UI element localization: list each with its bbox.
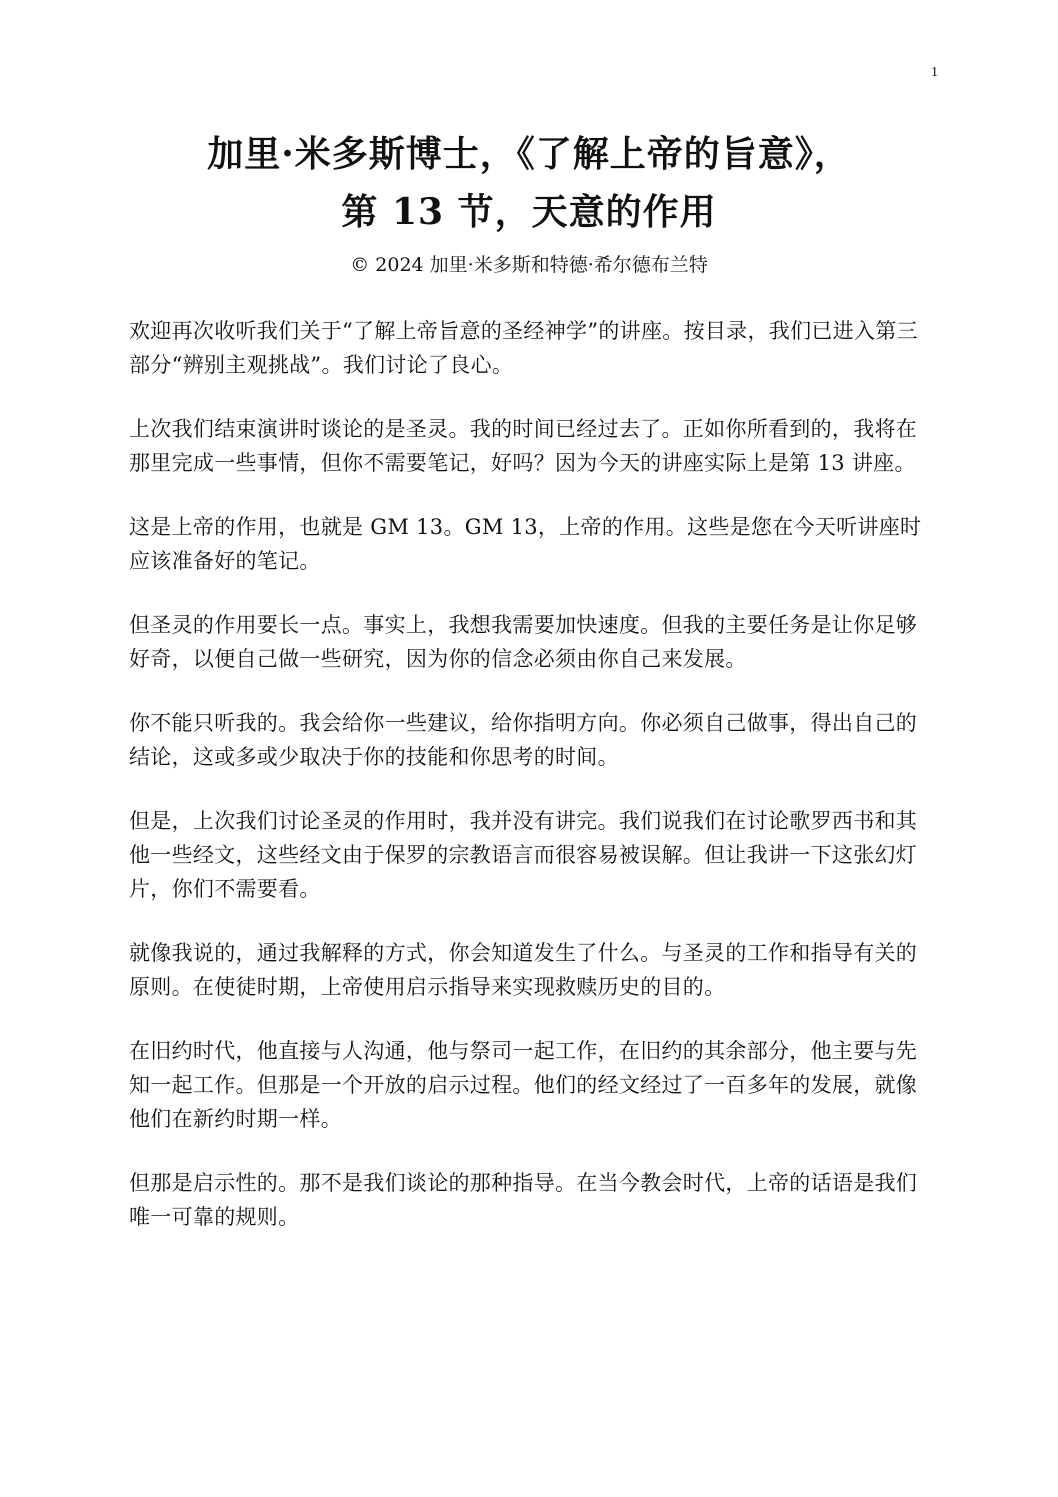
document-title-line-2: 第 13 节，天意的作用 xyxy=(341,191,717,233)
paragraph: 但那是启示性的。那不是我们谈论的那种指导。在当今教会时代，上帝的话语是我们唯一可靠的规则。 xyxy=(129,1171,918,1229)
paragraph: 在旧约时代，他直接与人沟通，他与祭司一起工作，在旧约的其余部分，他主要与先知一起工作。但那是一个开放的启示过程。他们的经文经过了一百多年的发展，就像他们在新约时期一样。 xyxy=(129,1039,918,1131)
paragraph: 就像我说的，通过我解释的方式，你会知道发生了什么。与圣灵的工作和指导有关的原则。在使徒时期，上帝使用启示指导来实现救赎历史的目的。 xyxy=(129,941,918,999)
paragraph: 上次我们结束演讲时谈论的是圣灵。我的时间已经过去了。正如你所看到的，我将在那里完成一些事情，但你不需要笔记，好吗？因为今天的讲座实际上是第 13 讲座。 xyxy=(129,417,918,475)
document-title-line-1: 加里·米多斯博士，《了解上帝的旨意》， xyxy=(207,133,851,175)
document-body xyxy=(129,314,929,1264)
paragraph: 但圣灵的作用要长一点。事实上，我想我需要加快速度。但我的主要任务是让你足够好奇，以便自己做一些研究，因为你的信念必须由你自己来发展。 xyxy=(129,613,918,671)
copyright-line: © 2024 加里·米多斯和特德·希尔德布兰特 xyxy=(350,254,708,276)
paragraph: 欢迎再次收听我们关于“了解上帝旨意的圣经神学”的讲座。按目录，我们已进入第三部分“辨别主观挑战”。我们讨论了良心。 xyxy=(129,319,918,377)
paragraph: 你不能只听我的。我会给你一些建议，给你指明方向。你必须自己做事，得出自己的结论，这或多或少取决于你的技能和你思考的时间。 xyxy=(129,711,918,769)
paragraph: 但是，上次我们讨论圣灵的作用时，我并没有讲完。我们说我们在讨论歌罗西书和其他一些经文，这些经文由于保罗的宗教语言而很容易被误解。但让我讲一下这张幻灯片，你们不需要看。 xyxy=(129,809,918,901)
paragraph: 这是上帝的作用，也就是 GM 13。GM 13，上帝的作用。这些是您在今天听讲座时应该准备好的笔记。 xyxy=(129,515,922,573)
page-number: 1 xyxy=(931,65,938,80)
